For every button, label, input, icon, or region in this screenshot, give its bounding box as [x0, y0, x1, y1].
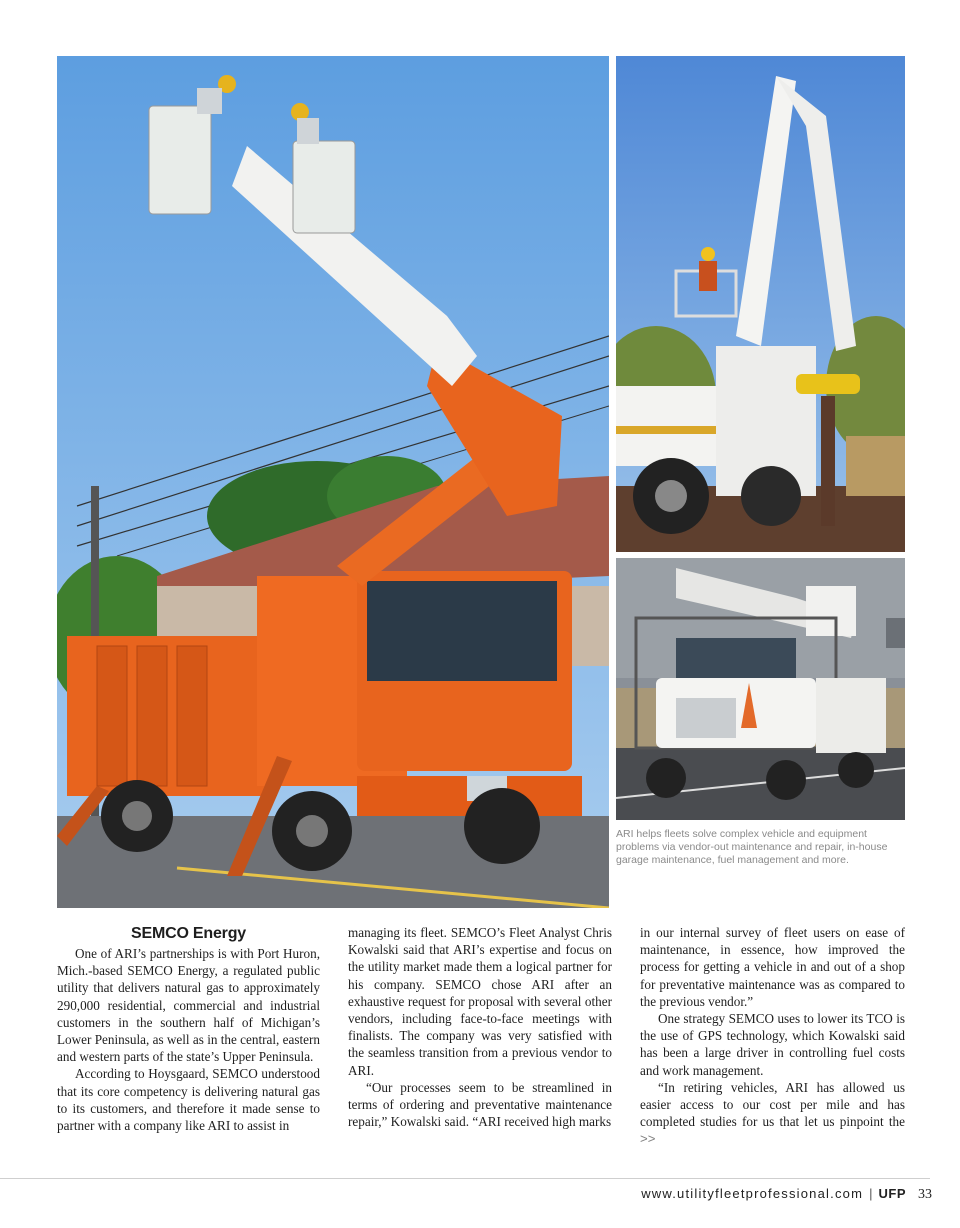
paragraph: managing its fleet. SEMCO’s Fleet Analyst Chris Kowalski said that ARI’s expertise and focus on the utility market made them a logical partner for his company. SEMCO chose ARI after an exhaustive request for proposal with several other vendors, including face-to-face meetings with finalists. The company was very satisfied with the seamless transition from a previous vendor to ARI. [348, 925, 612, 1078]
footer-url: www.utilityfleetprofessional.com [641, 1186, 864, 1201]
paragraph: According to Hoysgaard, SEMCO understood that its core competency is delivering natural gas to its customers, and therefore it made sense to partner with a company like ARI to assist in [57, 1066, 320, 1134]
section-heading: SEMCO Energy [131, 925, 246, 942]
paragraph: “Our processes seem to be streamlined in terms of ordering and preventative maintenance repair,” Kowalski said. “ARI received high marks [348, 1079, 612, 1130]
photo-caption: ARI helps fleets solve complex vehicle and equipment problems via vendor-out maintenance and repair, in-house garage maintenance, fuel management and more. [616, 828, 888, 866]
photo-white-utility-truck [616, 558, 905, 820]
paragraph: in our internal survey of fleet users on ease of maintenance, in essence, how improved the process for getting a vehicle in and out of a shop for preventative maintenance was as compared to the previous vendor.” [640, 925, 905, 1009]
footer-divider [0, 1178, 930, 1179]
article-column-2 [348, 924, 612, 1130]
page-number: 33 [918, 1187, 932, 1202]
photo-digger-derrick-truck [616, 56, 905, 552]
paragraph-last [640, 1079, 905, 1148]
article-column-1 [57, 924, 320, 1134]
paragraph-text: “In retiring vehicles, ARI has allowed us easier access to our cost per mile and has completed studies for us that let us pinpoint the [640, 1079, 905, 1130]
footer-separator: | [869, 1186, 873, 1201]
paragraph: One strategy SEMCO uses to lower its TCO is the use of GPS technology, which Kowalski said has been a large driver in controlling fuel costs and work management. [640, 1011, 905, 1078]
main-photo-bucket-truck [57, 56, 609, 908]
page-footer [641, 1186, 932, 1203]
continue-marker-icon: >> [640, 1131, 656, 1147]
magazine-logo: UFP [878, 1186, 906, 1201]
paragraph: One of ARI’s partnerships is with Port Huron, Mich.-based SEMCO Energy, a regulated public utility that delivers natural gas to approximately 290,000 residential, commercial and industrial customers in the southern half of Michigan’s Lower Peninsula, as well as in the central, eastern and western parts of the state’s Upper Peninsula. [57, 946, 320, 1065]
article-column-3 [640, 924, 905, 1148]
